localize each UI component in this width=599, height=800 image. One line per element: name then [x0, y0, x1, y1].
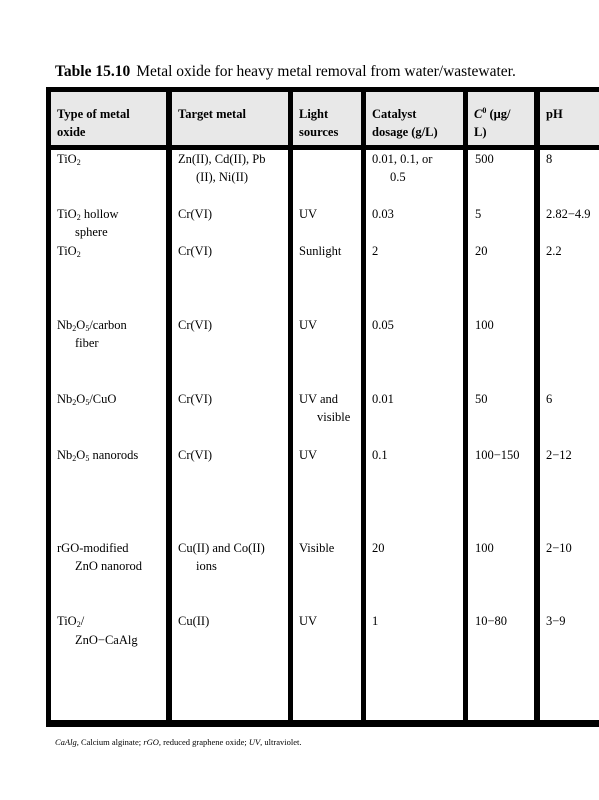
row3-c0: 20: [475, 244, 488, 258]
header-type-line1: Type of metal: [57, 107, 130, 121]
table-footnote: [55, 737, 301, 747]
row7-target-line2: ions: [196, 559, 217, 573]
row4-type-sub2: 5: [85, 324, 90, 333]
footnote-def-uv: , ultraviolet.: [260, 737, 302, 747]
column-c0: [468, 150, 534, 720]
footnote-def-caalg: , Calcium alginate;: [76, 737, 144, 747]
header-ph-text: pH: [546, 107, 563, 121]
row1-c0: 500: [475, 152, 494, 166]
row1-dosage: 0.01, 0.1, or: [372, 152, 433, 166]
row5-type-mid: O: [76, 392, 86, 406]
row8-ph: 3−9: [546, 614, 566, 628]
header-type: [51, 92, 166, 145]
header-target-text: Target metal: [178, 107, 246, 121]
footnote-abbr-caalg: CaAlg: [55, 737, 77, 747]
row5-dosage: 0.01: [372, 392, 394, 406]
row5-type-sub2: 5: [85, 398, 90, 407]
table-number: Table 15.10: [55, 63, 131, 80]
row5-ph: 6: [546, 392, 553, 406]
row6-type-mid: O: [76, 448, 86, 462]
header-c0: [468, 92, 534, 145]
column-target: [172, 150, 288, 720]
row7-dosage: 20: [372, 541, 385, 555]
row4-type-line2: fiber: [75, 336, 99, 350]
header-light-line1: Light: [299, 107, 329, 121]
row7-type-line2: ZnO nanorod: [75, 559, 142, 573]
row6-type-main: Nb: [57, 448, 73, 462]
c0-symbol: C: [474, 107, 483, 121]
row1-type-sub: 2: [76, 158, 81, 167]
header-c0-line1: [474, 105, 510, 123]
row6-c0: 100−150: [475, 448, 520, 462]
row3-light: Sunlight: [299, 244, 342, 258]
row2-c0: 5: [475, 207, 482, 221]
row6-type-tail: nanorods: [89, 448, 139, 462]
header-type-line2: oxide: [57, 125, 86, 139]
row5-type: [57, 390, 116, 408]
row5-light: UV and: [299, 392, 339, 406]
header-dosage-line2: dosage (g/L): [372, 125, 438, 139]
row8-dosage: 1: [372, 614, 379, 628]
row2-type-line2: sphere: [75, 225, 108, 239]
footnote-abbr-rgo: rGO: [143, 737, 159, 747]
column-dosage: [366, 150, 463, 720]
column-light: [293, 150, 361, 720]
row7-light: Visible: [299, 541, 335, 555]
row4-type-tail: /carbon: [89, 318, 127, 332]
header-light: [293, 92, 361, 145]
row8-type-line2: ZnO−CaAlg: [75, 633, 138, 647]
row8-type-main: TiO: [57, 614, 77, 628]
row4-type-sub: 2: [72, 324, 77, 333]
row8-target: Cu(II): [178, 614, 210, 628]
row7-c0: 100: [475, 541, 494, 555]
row5-type-tail: /CuO: [89, 392, 117, 406]
row8-type: [57, 612, 84, 630]
row6-type-sub2: 5: [85, 454, 90, 463]
row7-target: Cu(II) and Co(II): [178, 541, 265, 555]
row3-type: [57, 242, 81, 260]
row1-type-main: TiO: [57, 152, 77, 166]
row4-dosage: 0.05: [372, 318, 394, 332]
header-light-line2: sources: [299, 125, 339, 139]
row7-ph: 2−10: [546, 541, 572, 555]
row5-light-line2: visible: [317, 410, 351, 424]
row2-type-tail: hollow: [80, 207, 119, 221]
row1-dosage-line2: 0.5: [390, 170, 406, 184]
header-c0-line2: L): [474, 125, 487, 139]
row3-ph: 2.2: [546, 244, 562, 258]
header-dosage-line1: Catalyst: [372, 107, 417, 121]
row6-target: Cr(VI): [178, 448, 213, 462]
row6-type-sub: 2: [72, 454, 77, 463]
header-dosage: [366, 92, 463, 145]
row2-light: UV: [299, 207, 318, 221]
row4-type-mid: O: [76, 318, 86, 332]
row8-type-tail: /: [80, 614, 85, 628]
row2-ph: 2.82−4.9: [546, 207, 591, 221]
row5-target: Cr(VI): [178, 392, 213, 406]
row6-dosage: 0.1: [372, 448, 388, 462]
row6-type: [57, 446, 138, 464]
row4-target: Cr(VI): [178, 318, 213, 332]
column-ph: [540, 150, 599, 720]
row8-type-sub: 2: [76, 620, 81, 629]
footnote-def-rgo: , reduced graphene oxide;: [158, 737, 249, 747]
table-caption: [55, 63, 516, 81]
header-target: [172, 92, 288, 145]
table-title: Metal oxide for heavy metal removal from water/wastewater.: [136, 63, 516, 80]
row6-ph: 2−12: [546, 448, 572, 462]
row6-light: UV: [299, 448, 318, 462]
row7-type: rGO-modified: [57, 541, 129, 555]
row2-target: Cr(VI): [178, 207, 213, 221]
row5-c0: 50: [475, 392, 488, 406]
row2-type: [57, 205, 119, 223]
column-type: [51, 150, 166, 720]
row4-type-main: Nb: [57, 318, 73, 332]
row2-type-sub: 2: [76, 213, 81, 222]
row3-type-sub: 2: [76, 250, 81, 259]
row3-type-main: TiO: [57, 244, 77, 258]
c0-superscript: 0: [482, 106, 487, 115]
c0-unit: (μg/: [486, 107, 511, 121]
row8-c0: 10−80: [475, 614, 508, 628]
row2-type-main: TiO: [57, 207, 77, 221]
row8-light: UV: [299, 614, 318, 628]
data-table: [46, 87, 599, 727]
row4-light: UV: [299, 318, 318, 332]
header-ph: [540, 92, 599, 145]
row3-target: Cr(VI): [178, 244, 213, 258]
row1-target-line2: (II), Ni(II): [196, 170, 249, 184]
row1-target: Zn(II), Cd(II), Pb: [178, 152, 266, 166]
row1-type: [57, 150, 81, 168]
footnote-abbr-uv: UV: [248, 737, 261, 747]
row3-dosage: 2: [372, 244, 379, 258]
row2-dosage: 0.03: [372, 207, 394, 221]
row4-type: [57, 316, 127, 334]
row4-c0: 100: [475, 318, 494, 332]
row1-ph: 8: [546, 152, 553, 166]
row5-type-main: Nb: [57, 392, 73, 406]
row5-type-sub: 2: [72, 398, 77, 407]
